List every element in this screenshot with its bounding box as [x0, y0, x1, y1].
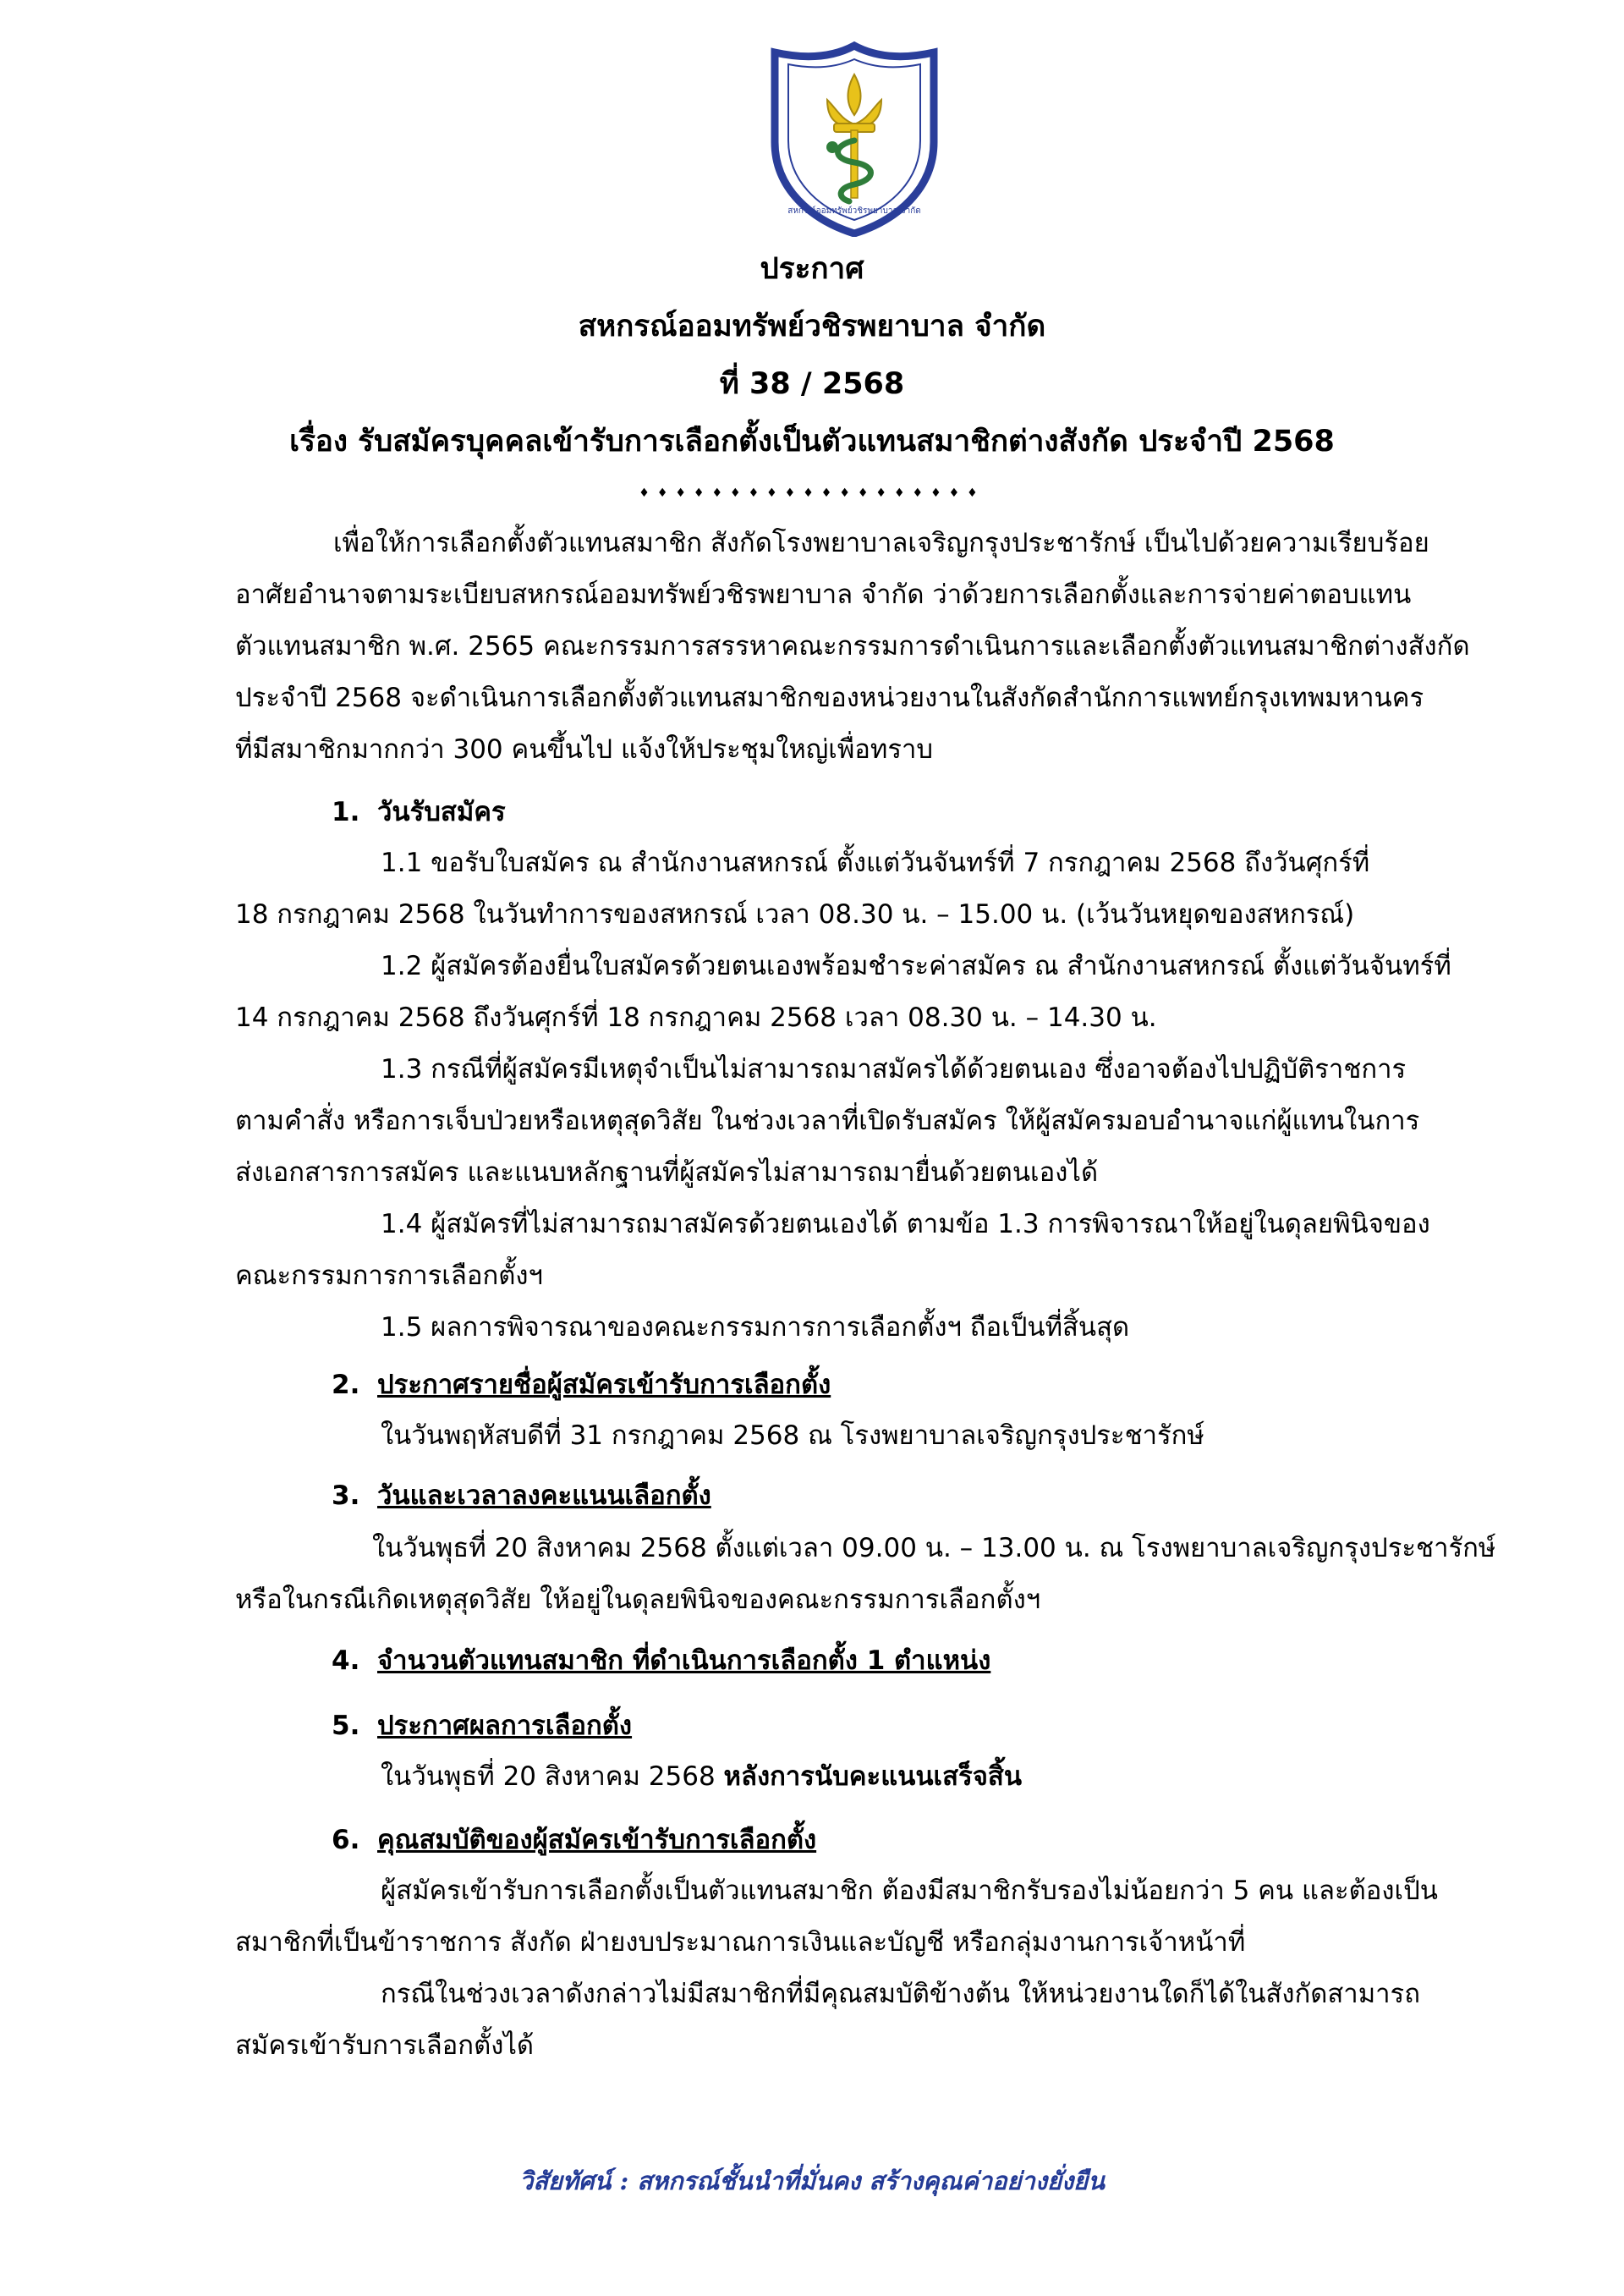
- section-1-line: 14 กรกฎาคม 2568 ถึงวันศุกร์ที่ 18 กรกฎาคม 2568 เวลา 08.30 น. – 14.30 น.: [235, 1002, 1157, 1033]
- section-3-line: หรือในกรณีเกิดเหตุสุดวิสัย ให้อยู่ในดุลยพินิจของคณะกรรมการเลือกตั้งฯ: [235, 1585, 1041, 1615]
- section-1-line: 1.2 ผู้สมัครต้องยื่นใบสมัครด้วยตนเองพร้อมชำระค่าสมัคร ณ สำนักงานสหกรณ์ ตั้งแต่วันจันทร์ที่: [381, 951, 1451, 981]
- intro-line: ที่มีสมาชิกมากกว่า 300 คนขึ้นไป แจ้งให้ประชุมใหญ่เพื่อทราบ: [235, 734, 934, 765]
- section-3-number: 3.: [332, 1480, 360, 1511]
- cooperative-logo: [765, 41, 944, 237]
- section-6-number: 6.: [332, 1825, 360, 1855]
- section-1-line: คณะกรรมการการเลือกตั้งฯ: [235, 1261, 543, 1291]
- divider: ♦♦♦♦♦♦♦♦♦♦♦♦♦♦♦♦♦♦♦: [639, 486, 985, 500]
- section-1-line: ตามคำสั่ง หรือการเจ็บป่วยหรือเหตุสุดวิสัย ในช่วงเวลาที่เปิดรับสมัคร ให้ผู้สมัครมอบอำนาจแก่ผู้แทนในการ: [235, 1106, 1420, 1136]
- section-5-title: ประกาศผลการเลือกตั้ง: [377, 1711, 633, 1741]
- section-1-line: 1.3 กรณีที่ผู้สมัครมีเหตุจำเป็นไม่สามารถมาสมัครได้ด้วยตนเอง ซึ่งอาจต้องไปปฏิบัติราชการ: [381, 1054, 1407, 1085]
- section-5-line: [381, 1760, 1022, 1793]
- organization-name: สหกรณ์ออมทรัพย์วชิรพยาบาล จำกัด: [578, 310, 1046, 343]
- shield-emblem-icon: [765, 41, 944, 237]
- section-6-line: สมาชิกที่เป็นข้าราชการ สังกัด ฝ่ายงบประมาณการเงินและบัญชี หรือกลุ่มงานการเจ้าหน้าที่: [235, 1927, 1246, 1958]
- section-6-line: ผู้สมัครเข้ารับการเลือกตั้งเป็นตัวแทนสมาชิก ต้องมีสมาชิกรับรองไม่น้อยกว่า 5 คน และต้องเป็น: [381, 1876, 1438, 1906]
- section-1-line: 1.1 ขอรับใบสมัคร ณ สำนักงานสหกรณ์ ตั้งแต่วันจันทร์ที่ 7 กรกฎาคม 2568 ถึงวันศุกร์ที่: [381, 848, 1370, 878]
- section-1-line: 1.4 ผู้สมัครที่ไม่สามารถมาสมัครด้วยตนเองได้ ตามข้อ 1.3 การพิจารณาให้อยู่ในดุลยพินิจของ: [381, 1209, 1430, 1239]
- section-1-line: 1.5 ผลการพิจารณาของคณะกรรมการการเลือกตั้งฯ ถือเป็นที่สิ้นสุด: [381, 1312, 1130, 1343]
- section-1-title: วันรับสมัคร: [377, 797, 506, 827]
- section-1-line: 18 กรกฎาคม 2568 ในวันทำการของสหกรณ์ เวลา 08.30 น. – 15.00 น. (เว้นวันหยุดของสหกรณ์): [235, 899, 1355, 930]
- logo-ring-text: สหกรณ์ออมทรัพย์วชิรพยาบาล จำกัด: [787, 206, 921, 216]
- section-5-bold-text: หลังการนับคะแนนเสร็จสิ้น: [723, 1761, 1023, 1792]
- section-6-line: สมัครเข้ารับการเลือกตั้งได้: [235, 2030, 535, 2061]
- section-6-line: กรณีในช่วงเวลาดังกล่าวไม่มีสมาชิกที่มีคุณสมบัติข้างต้น ให้หน่วยงานใดก็ได้ในสังกัดสามารถ: [381, 1979, 1420, 2009]
- section-4-title: จำนวนตัวแทนสมาชิก ที่ดำเนินการเลือกตั้ง 1 ตำแหน่ง: [377, 1645, 991, 1676]
- section-1-number: 1.: [332, 797, 360, 827]
- intro-line: ตัวแทนสมาชิก พ.ศ. 2565 คณะกรรมการสรรหาคณะกรรมการดำเนินการและเลือกตั้งตัวแทนสมาชิกต่างสังกัด: [235, 631, 1470, 662]
- section-3-line: ในวันพุธที่ 20 สิงหาคม 2568 ตั้งแต่เวลา 09.00 น. – 13.00 น. ณ โรงพยาบาลเจริญกรุงประชารักษ์: [372, 1533, 1496, 1563]
- announcement-subject: เรื่อง รับสมัครบุคคลเข้ารับการเลือกตั้งเป็นตัวแทนสมาชิกต่างสังกัด ประจำปี 2568: [289, 425, 1335, 459]
- section-2-number: 2.: [332, 1370, 360, 1400]
- intro-line: เพื่อให้การเลือกตั้งตัวแทนสมาชิก สังกัดโรงพยาบาลเจริญกรุงประชารักษ์ เป็นไปด้วยความเรียบร้อย: [333, 528, 1429, 558]
- vision-statement: วิสัยทัศน์ : สหกรณ์ชั้นนำที่มั่นคง สร้างคุณค่าอย่างยั่งยืน: [519, 2167, 1105, 2195]
- section-6-title: คุณสมบัติของผู้สมัครเข้ารับการเลือกตั้ง: [377, 1825, 817, 1855]
- section-5-number: 5.: [332, 1711, 360, 1741]
- section-4-number: 4.: [332, 1645, 360, 1676]
- announcement-heading: ประกาศ: [760, 252, 864, 286]
- announcement-number: ที่ 38 / 2568: [719, 367, 905, 401]
- intro-line: อาศัยอำนาจตามระเบียบสหกรณ์ออมทรัพย์วชิรพยาบาล จำกัด ว่าด้วยการเลือกตั้งและการจ่ายค่าตอบแทน: [235, 579, 1412, 610]
- intro-line: ประจำปี 2568 จะดำเนินการเลือกตั้งตัวแทนสมาชิกของหน่วยงานในสังกัดสำนักการแพทย์กรุงเทพมหานคร: [235, 683, 1424, 713]
- section-2-line: ในวันพฤหัสบดีที่ 31 กรกฎาคม 2568 ณ โรงพยาบาลเจริญกรุงประชารักษ์: [381, 1420, 1204, 1451]
- section-5-date: ในวันพุธที่ 20 สิงหาคม 2568: [381, 1761, 724, 1792]
- section-1-line: ส่งเอกสารการสมัคร และแนบหลักฐานที่ผู้สมัครไม่สามารถมายื่นด้วยตนเองได้: [235, 1157, 1099, 1188]
- section-3-title: วันและเวลาลงคะแนนเลือกตั้ง: [377, 1480, 711, 1511]
- section-2-title: ประกาศรายชื่อผู้สมัครเข้ารับการเลือกตั้ง: [377, 1370, 831, 1400]
